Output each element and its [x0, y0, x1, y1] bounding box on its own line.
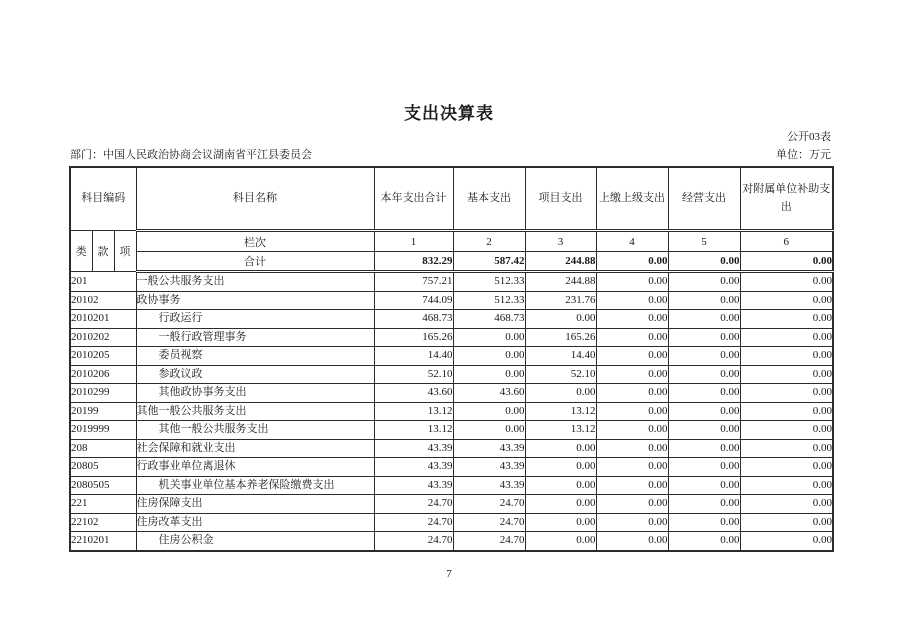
row-value: 0.00: [596, 532, 668, 551]
row-value: 0.00: [740, 439, 833, 458]
row-value: 43.39: [374, 439, 453, 458]
row-value: 0.00: [525, 310, 596, 329]
column-index-2: 2: [453, 231, 525, 252]
row-name: 其他政协事务支出: [136, 384, 374, 403]
row-name: 参政议政: [136, 365, 374, 384]
row-value: 0.00: [668, 513, 740, 532]
row-value: 0.00: [740, 384, 833, 403]
row-value: 0.00: [740, 365, 833, 384]
row-value: 43.39: [453, 476, 525, 495]
row-code: 2010205: [70, 347, 136, 366]
header-operating-expenditure: 经营支出: [668, 167, 740, 231]
row-value: 0.00: [525, 458, 596, 477]
row-name: 一般公共服务支出: [136, 272, 374, 292]
row-value: 0.00: [740, 291, 833, 310]
row-value: 0.00: [668, 347, 740, 366]
row-value: 0.00: [596, 347, 668, 366]
row-value: 0.00: [740, 458, 833, 477]
row-code: 2010299: [70, 384, 136, 403]
table-row: [70, 458, 833, 477]
row-value: 0.00: [668, 495, 740, 514]
row-code: 2019999: [70, 421, 136, 440]
row-value: 0.00: [453, 328, 525, 347]
row-value: 0.00: [596, 458, 668, 477]
row-name: 住房改革支出: [136, 513, 374, 532]
row-value: 13.12: [525, 402, 596, 421]
column-index-3: 3: [525, 231, 596, 252]
row-code: 2010201: [70, 310, 136, 329]
table-row: [70, 476, 833, 495]
row-value: 0.00: [740, 272, 833, 292]
total-row: [70, 252, 833, 272]
unit-label: 单位：万元: [776, 149, 831, 161]
row-value: 0.00: [668, 476, 740, 495]
row-code: 2210201: [70, 532, 136, 551]
row-value: 43.39: [374, 458, 453, 477]
row-name: 一般行政管理事务: [136, 328, 374, 347]
table-row: [70, 532, 833, 551]
row-code: 2010202: [70, 328, 136, 347]
row-name: 委员视察: [136, 347, 374, 366]
row-value: 0.00: [596, 495, 668, 514]
row-code: 20102: [70, 291, 136, 310]
table-row: [70, 384, 833, 403]
table-row: [70, 402, 833, 421]
header-project-expenditure: 项目支出: [525, 167, 596, 231]
row-value: 468.73: [453, 310, 525, 329]
row-value: 0.00: [596, 291, 668, 310]
form-code-label: 公开03表: [787, 131, 831, 143]
row-value: 468.73: [374, 310, 453, 329]
row-value: 165.26: [525, 328, 596, 347]
row-value: 0.00: [596, 476, 668, 495]
total-value: 832.29: [374, 252, 453, 272]
row-value: 24.70: [374, 532, 453, 551]
header-level-section: 款: [92, 231, 114, 272]
row-value: 43.39: [453, 458, 525, 477]
total-value: 244.88: [525, 252, 596, 272]
row-value: 13.12: [374, 402, 453, 421]
row-value: 0.00: [740, 402, 833, 421]
row-code: 201: [70, 272, 136, 292]
row-value: 165.26: [374, 328, 453, 347]
header-level-item: 项: [114, 231, 136, 272]
row-value: 0.00: [525, 513, 596, 532]
row-code: 2010206: [70, 365, 136, 384]
header-subject-code: 科目编码: [70, 167, 136, 231]
table-row: [70, 291, 833, 310]
row-value: 0.00: [740, 328, 833, 347]
row-value: 0.00: [525, 532, 596, 551]
row-value: 231.76: [525, 291, 596, 310]
total-value: 0.00: [740, 252, 833, 272]
total-value: 0.00: [668, 252, 740, 272]
row-value: 0.00: [668, 421, 740, 440]
row-value: 0.00: [453, 365, 525, 384]
row-value: 43.60: [453, 384, 525, 403]
row-value: 0.00: [596, 272, 668, 292]
row-value: 13.12: [374, 421, 453, 440]
row-value: 24.70: [453, 495, 525, 514]
department-label: 部门：中国人民政治协商会议湖南省平江县委员会: [70, 149, 312, 161]
row-value: 0.00: [740, 310, 833, 329]
table-row: [70, 365, 833, 384]
total-label: 合计: [136, 252, 374, 272]
table-row: [70, 421, 833, 440]
row-value: 0.00: [596, 421, 668, 440]
row-name: 其他一般公共服务支出: [136, 402, 374, 421]
table-row: [70, 310, 833, 329]
row-value: 52.10: [374, 365, 453, 384]
row-value: 0.00: [668, 291, 740, 310]
row-code: 208: [70, 439, 136, 458]
row-value: 0.00: [453, 347, 525, 366]
row-code: 20199: [70, 402, 136, 421]
row-value: 0.00: [668, 439, 740, 458]
row-value: 13.12: [525, 421, 596, 440]
row-name: 住房公积金: [136, 532, 374, 551]
row-value: 43.39: [453, 439, 525, 458]
row-value: 0.00: [596, 365, 668, 384]
row-value: 0.00: [453, 421, 525, 440]
header-upturned-expenditure: 上缴上级支出: [596, 167, 668, 231]
header-total-expenditure: 本年支出合计: [374, 167, 453, 231]
row-value: 24.70: [453, 513, 525, 532]
row-value: 0.00: [525, 384, 596, 403]
row-value: 0.00: [740, 421, 833, 440]
row-value: 0.00: [668, 384, 740, 403]
row-value: 0.00: [525, 495, 596, 514]
row-name: 机关事业单位基本养老保险缴费支出: [136, 476, 374, 495]
row-value: 0.00: [740, 495, 833, 514]
table-row: [70, 495, 833, 514]
row-code: 22102: [70, 513, 136, 532]
row-value: 0.00: [453, 402, 525, 421]
column-index-label: 栏次: [136, 231, 374, 252]
row-value: 0.00: [740, 513, 833, 532]
row-value: 43.39: [374, 476, 453, 495]
page-title: 支出决算表: [404, 104, 494, 123]
row-value: 0.00: [596, 513, 668, 532]
row-value: 757.21: [374, 272, 453, 292]
row-name: 行政运行: [136, 310, 374, 329]
row-value: 0.00: [525, 476, 596, 495]
row-value: 0.00: [668, 272, 740, 292]
row-value: 0.00: [668, 402, 740, 421]
row-value: 0.00: [668, 310, 740, 329]
row-value: 43.60: [374, 384, 453, 403]
row-value: 52.10: [525, 365, 596, 384]
table-row: [70, 272, 833, 292]
row-value: 0.00: [596, 402, 668, 421]
header-basic-expenditure: 基本支出: [453, 167, 525, 231]
expenditure-table: [69, 166, 834, 552]
row-name: 住房保障支出: [136, 495, 374, 514]
row-value: 744.09: [374, 291, 453, 310]
row-value: 0.00: [740, 476, 833, 495]
row-value: 0.00: [596, 384, 668, 403]
header-subsidy-expenditure: 对附属单位补助支出: [740, 167, 833, 231]
header-subject-name: 科目名称: [136, 167, 374, 231]
row-value: 0.00: [596, 439, 668, 458]
row-value: 0.00: [668, 458, 740, 477]
table-body: [70, 272, 833, 551]
row-code: 2080505: [70, 476, 136, 495]
row-code: 221: [70, 495, 136, 514]
row-value: 24.70: [374, 513, 453, 532]
row-value: 0.00: [668, 365, 740, 384]
row-value: 14.40: [525, 347, 596, 366]
row-name: 其他一般公共服务支出: [136, 421, 374, 440]
row-value: 244.88: [525, 272, 596, 292]
row-name: 行政事业单位离退休: [136, 458, 374, 477]
table-row: [70, 328, 833, 347]
column-index-6: 6: [740, 231, 833, 252]
row-value: 0.00: [740, 532, 833, 551]
header-level-class: 类: [70, 231, 92, 272]
row-name: 政协事务: [136, 291, 374, 310]
row-value: 512.33: [453, 291, 525, 310]
row-code: 20805: [70, 458, 136, 477]
row-value: 0.00: [668, 532, 740, 551]
row-value: 0.00: [668, 328, 740, 347]
column-index-1: 1: [374, 231, 453, 252]
total-value: 0.00: [596, 252, 668, 272]
row-value: 24.70: [453, 532, 525, 551]
total-value: 587.42: [453, 252, 525, 272]
row-value: 0.00: [525, 439, 596, 458]
table-row: [70, 439, 833, 458]
table-row: [70, 513, 833, 532]
column-index-5: 5: [668, 231, 740, 252]
page-number: 7: [446, 568, 452, 580]
row-value: 0.00: [596, 328, 668, 347]
table-row: [70, 347, 833, 366]
row-name: 社会保障和就业支出: [136, 439, 374, 458]
row-value: 0.00: [740, 347, 833, 366]
table-header-row: [70, 167, 833, 231]
column-index-4: 4: [596, 231, 668, 252]
row-value: 24.70: [374, 495, 453, 514]
row-value: 512.33: [453, 272, 525, 292]
row-value: 14.40: [374, 347, 453, 366]
column-index-row: [70, 231, 833, 252]
row-value: 0.00: [596, 310, 668, 329]
